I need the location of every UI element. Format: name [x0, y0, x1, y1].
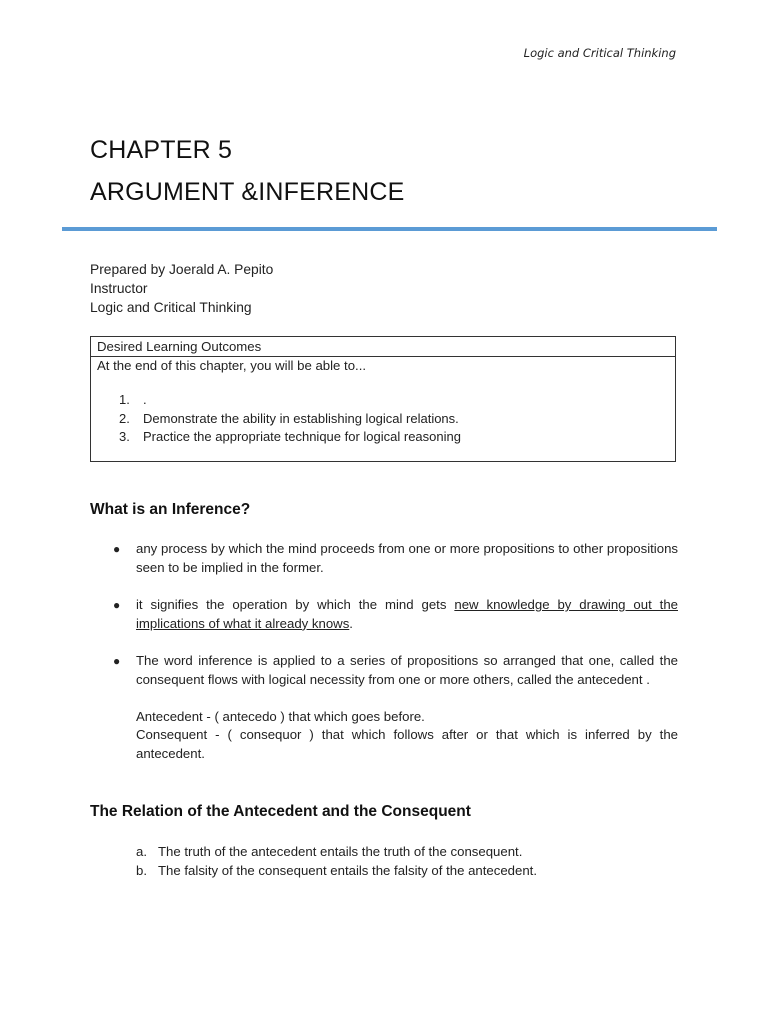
- bullet-icon: ●: [113, 654, 121, 669]
- author-block: [90, 260, 273, 317]
- outcome-item: [119, 428, 675, 447]
- outcomes-heading: Desired Learning Outcomes: [91, 337, 675, 357]
- bullet-item: [112, 596, 678, 633]
- author-role: Instructor: [90, 281, 148, 296]
- consequent-definition: Consequent - ( consequor ) that which follows after or that which is inferred by the antecedent.: [136, 727, 678, 761]
- bullet-item: [112, 540, 678, 577]
- bullet-text-pre: it signifies the operation by which the mind gets: [136, 597, 455, 613]
- bullet-text: any process by which the mind proceeds from one or more propositions to other propositions seen to be implied in the former.: [136, 541, 678, 575]
- bullet-text: The word inference is applied to a series of propositions so arranged that one, called the consequent flows with logical necessity from one or more others, called the antecedent .: [136, 653, 678, 687]
- relation-text: The falsity of the consequent entails the falsity of the antecedent.: [158, 863, 538, 878]
- inference-bullets: [112, 540, 678, 782]
- bullet-item: [112, 652, 678, 763]
- bullet-icon: ●: [113, 598, 121, 613]
- outcomes-list: [91, 391, 675, 447]
- outcome-text: Demonstrate the ability in establishing logical relations.: [143, 410, 459, 426]
- relation-item: [136, 842, 676, 861]
- prepared-by: Prepared by Joerald A. Pepito: [90, 262, 274, 277]
- relation-item: [136, 861, 676, 880]
- relation-letter: b.: [136, 863, 147, 878]
- relation-letter: a.: [136, 844, 147, 859]
- outcome-text: Practice the appropriate technique for logical reasoning: [143, 429, 461, 444]
- definitions: [136, 708, 678, 764]
- outcomes-intro: At the end of this chapter, you will be able to...: [97, 358, 367, 373]
- title-divider: [62, 227, 717, 231]
- section-heading-relation: The Relation of the Antecedent and the Consequent: [90, 803, 471, 820]
- outcome-number: 2.: [119, 410, 130, 426]
- bullet-icon: ●: [113, 542, 121, 556]
- running-header: Logic and Critical Thinking: [523, 46, 676, 60]
- bullet-text-underlined: new knowledge by drawing out the implications of what it already knows: [136, 597, 678, 631]
- bullet-text-post: .: [349, 615, 353, 631]
- outcome-item: [119, 391, 675, 410]
- section-heading-inference: What is an Inference?: [90, 501, 251, 518]
- outcome-text: .: [143, 392, 147, 407]
- outcome-item: [119, 410, 675, 429]
- outcome-number: 3.: [119, 429, 130, 444]
- outcome-number: 1.: [119, 392, 130, 407]
- relation-list: [136, 842, 676, 880]
- chapter-title: ARGUMENT &INFERENCE: [90, 178, 405, 206]
- antecedent-definition: Antecedent - ( antecedo ) that which goes before.: [136, 708, 425, 724]
- course-name: Logic and Critical Thinking: [90, 300, 252, 315]
- chapter-number: CHAPTER 5: [90, 136, 233, 164]
- relation-text: The truth of the antecedent entails the truth of the consequent.: [158, 844, 523, 859]
- learning-outcomes-box: [90, 336, 676, 462]
